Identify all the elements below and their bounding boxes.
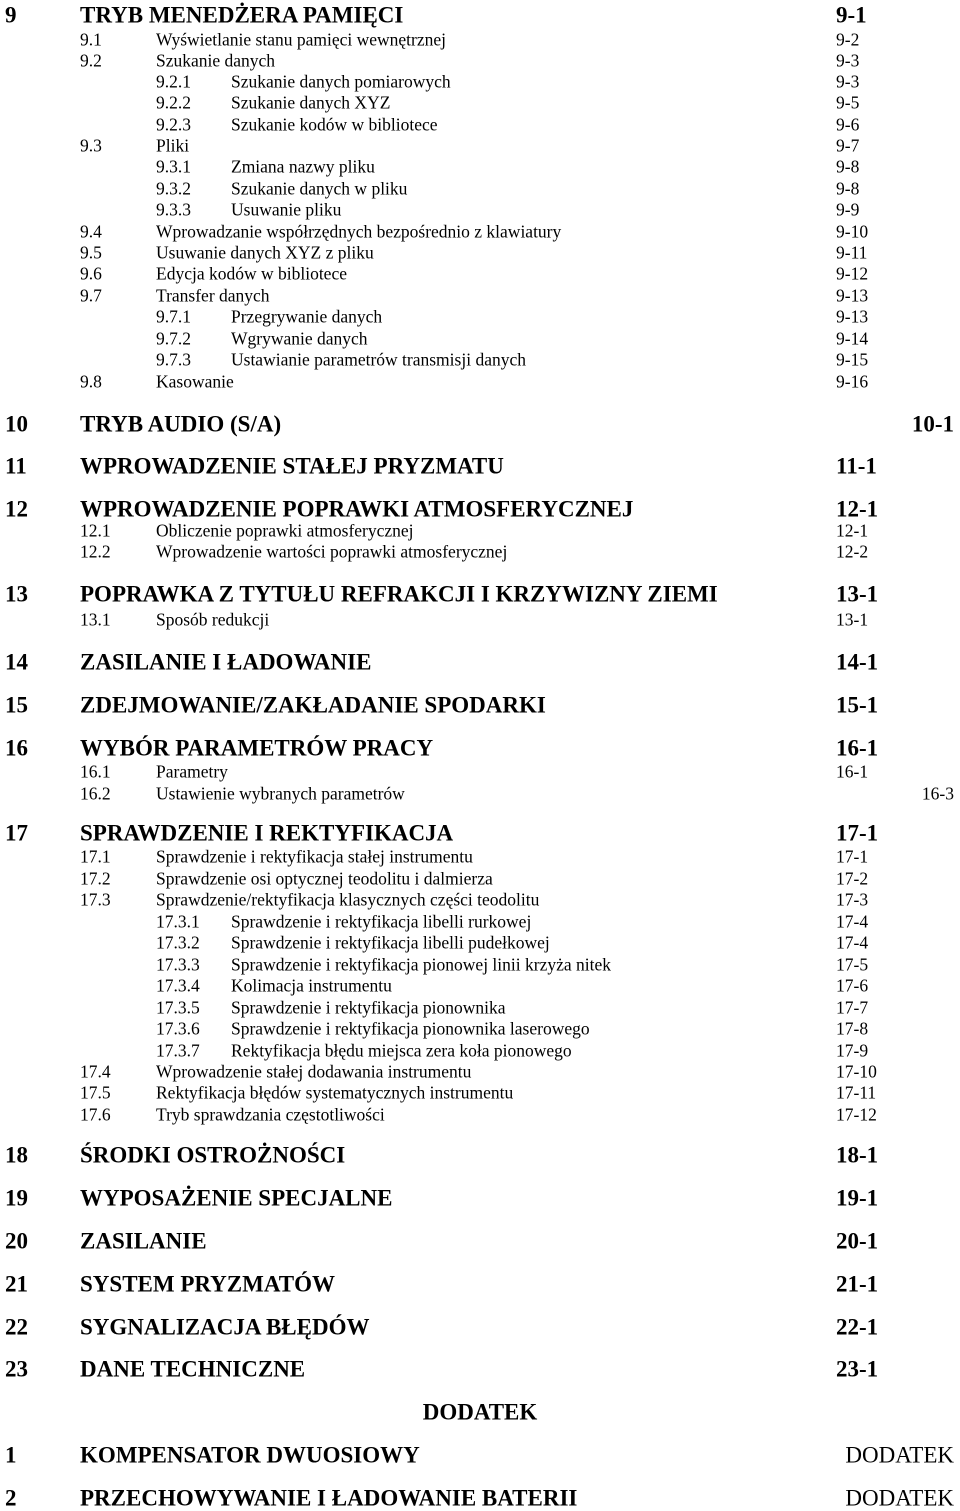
toc-number: 14 [5, 649, 28, 675]
toc-title: Sprawdzenie osi optycznej teodolitu i dalmierza [156, 868, 493, 889]
toc-number: 9.3.3 [156, 199, 191, 220]
toc-entry-row [0, 29, 960, 50]
toc-title: Pliki [156, 135, 190, 156]
toc-title: Szukanie kodów w bibliotece [231, 114, 438, 135]
toc-page-number: 17-5 [836, 954, 869, 975]
toc-title: KOMPENSATOR DWUOSIOWY [80, 1442, 420, 1468]
toc-title: ZASILANIE [80, 1228, 207, 1254]
toc-title: WYBÓR PARAMETRÓW PRACY [80, 735, 434, 761]
toc-number: 9.2 [80, 50, 102, 71]
toc-title: Wprowadzenie stałej dodawania instrumentu [156, 1061, 472, 1082]
toc-page-number: 9-1 [836, 2, 867, 28]
toc-title: Obliczenie poprawki atmosferycznej [156, 520, 414, 541]
toc-page-number: 13-1 [836, 609, 869, 630]
toc-number: 9.3 [80, 135, 102, 156]
toc-number: 9.1 [80, 29, 102, 50]
toc-entry-row [0, 889, 960, 910]
toc-number: 20 [5, 1228, 28, 1254]
toc-page-number: 17-6 [836, 975, 869, 996]
toc-chapter-row [0, 2, 960, 28]
toc-title: DANE TECHNICZNE [80, 1356, 306, 1382]
toc-page-number: 12-1 [836, 496, 879, 522]
toc-chapter-row [0, 1185, 960, 1211]
toc-page-number: 9-2 [836, 29, 860, 50]
toc-title: SYGNALIZACJA BŁĘDÓW [80, 1314, 370, 1340]
toc-chapter-row [0, 820, 960, 846]
toc-page-number: 15-1 [836, 692, 879, 718]
toc-page-number: 12-2 [836, 541, 869, 562]
toc-entry-row [0, 868, 960, 889]
toc-page-number: 17-11 [836, 1082, 877, 1103]
toc-chapter-row [0, 1314, 960, 1340]
toc-title: Ustawienie wybranych parametrów [156, 783, 405, 804]
toc-page-number: 17-1 [836, 846, 869, 867]
toc-number: 17.6 [80, 1104, 111, 1125]
toc-number: 9.2.3 [156, 114, 191, 135]
toc-page-number: 16-3 [921, 783, 954, 804]
toc-entry-row [0, 114, 960, 135]
toc-page-number: DODATEK [845, 1485, 954, 1511]
toc-number: 21 [5, 1271, 28, 1297]
toc-chapter-row [0, 581, 960, 607]
toc-entry-row [0, 285, 960, 306]
toc-chapter-row [0, 411, 960, 437]
toc-title: ZASILANIE I ŁADOWANIE [80, 649, 372, 675]
toc-number: 19 [5, 1185, 28, 1211]
toc-page-number: 9-14 [836, 328, 869, 349]
toc-chapter-row [0, 1356, 960, 1382]
toc-number: 17.3.6 [156, 1018, 200, 1039]
toc-page-number: 17-3 [836, 889, 869, 910]
toc-page-number: 11-1 [836, 453, 877, 479]
toc-title: PRZECHOWYWANIE I ŁADOWANIE BATERII [80, 1485, 578, 1511]
toc-entry-row [0, 846, 960, 867]
toc-entry-row [0, 783, 960, 804]
toc-page-number: 13-1 [836, 581, 879, 607]
toc-number: 9.7 [80, 285, 102, 306]
toc-entry-row [0, 221, 960, 242]
toc-number: 13.1 [80, 609, 111, 630]
toc-title: Wyświetlanie stanu pamięci wewnętrznej [156, 29, 447, 50]
toc-number: 17.1 [80, 846, 111, 867]
toc-number: 15 [5, 692, 28, 718]
toc-number: 9.2.2 [156, 92, 191, 113]
toc-title: Szukanie danych w pliku [231, 178, 408, 199]
toc-title: Sposób redukcji [156, 609, 270, 630]
toc-page-number: 14-1 [836, 649, 879, 675]
toc-page-number: 12-1 [836, 520, 869, 541]
toc-title: Przegrywanie danych [231, 306, 383, 327]
toc-chapter-row [0, 1485, 960, 1511]
toc-entry-row [0, 1082, 960, 1103]
toc-number: 16.1 [80, 761, 111, 782]
toc-page-number: 17-7 [836, 997, 869, 1018]
toc-title: Sprawdzenie i rektyfikacja pionownika [231, 997, 506, 1018]
toc-chapter-row [0, 1228, 960, 1254]
toc-page-number: DODATEK [845, 1442, 954, 1468]
toc-page-number: 9-16 [836, 371, 869, 392]
toc-page-number: 17-10 [836, 1061, 877, 1082]
toc-title: Rektyfikacja błędów systematycznych instrumentu [156, 1082, 514, 1103]
toc-entry-row [0, 263, 960, 284]
toc-number: 9 [5, 2, 17, 28]
toc-number: 17.3.3 [156, 954, 200, 975]
toc-page-number: 10-1 [911, 411, 954, 437]
toc-chapter-row [0, 649, 960, 675]
toc-page-number: 22-1 [836, 1314, 879, 1340]
toc-page-number: 9-5 [836, 92, 860, 113]
appendix-heading [0, 1399, 960, 1425]
toc-page-number: 9-9 [836, 199, 860, 220]
toc-page-number: 21-1 [836, 1271, 879, 1297]
toc-chapter-row [0, 692, 960, 718]
toc-number: 9.6 [80, 263, 102, 284]
toc-chapter-row [0, 453, 960, 479]
toc-chapter-row [0, 496, 960, 522]
toc-number: 17.5 [80, 1082, 111, 1103]
toc-number: 12.2 [80, 541, 111, 562]
toc-entry-row [0, 199, 960, 220]
toc-entry-row [0, 520, 960, 541]
toc-entry-row [0, 92, 960, 113]
toc-page-number: 16-1 [836, 761, 869, 782]
toc-page-number: 9-8 [836, 156, 860, 177]
toc-title: Sprawdzenie i rektyfikacja libelli pudełkowej [231, 932, 550, 953]
toc-number: 17.3.1 [156, 911, 200, 932]
toc-entry-row [0, 954, 960, 975]
toc-title: Sprawdzenie/rektyfikacja klasycznych części teodolitu [156, 889, 540, 910]
toc-page-number: 17-8 [836, 1018, 869, 1039]
toc-title: Sprawdzenie i rektyfikacja stałej instrumentu [156, 846, 473, 867]
toc-page-number: 9-8 [836, 178, 860, 199]
toc-page-number: 9-12 [836, 263, 869, 284]
toc-title: Szukanie danych pomiarowych [231, 71, 451, 92]
toc-page-number: 17-4 [836, 911, 869, 932]
toc-page-number: 9-15 [836, 349, 869, 370]
toc-page-number: 20-1 [836, 1228, 879, 1254]
appendix-heading-text: DODATEK [422, 1399, 538, 1425]
toc-number: 9.8 [80, 371, 102, 392]
toc-entry-row [0, 178, 960, 199]
toc-title: Sprawdzenie i rektyfikacja libelli rurkowej [231, 911, 532, 932]
toc-title: TRYB MENEDŻERA PAMIĘCI [80, 2, 404, 28]
toc-title: Rektyfikacja błędu miejsca zera koła pionowego [231, 1040, 572, 1061]
toc-entry-row [0, 50, 960, 71]
toc-entry-row [0, 609, 960, 630]
toc-page-number: 9-3 [836, 50, 860, 71]
toc-chapter-row [0, 1142, 960, 1168]
toc-page-number: 17-12 [836, 1104, 877, 1125]
toc-number: 1 [5, 1442, 17, 1468]
toc-page-number: 9-10 [836, 221, 869, 242]
toc-entry-row [0, 71, 960, 92]
toc-number: 22 [5, 1314, 28, 1340]
toc-number: 9.7.2 [156, 328, 191, 349]
toc-title: Tryb sprawdzania częstotliwości [156, 1104, 385, 1125]
toc-title: Ustawianie parametrów transmisji danych [231, 349, 526, 370]
toc-number: 17.3 [80, 889, 111, 910]
toc-title: Usuwanie pliku [231, 199, 342, 220]
toc-entry-row [0, 349, 960, 370]
toc-entry-row [0, 997, 960, 1018]
toc-page-number: 17-9 [836, 1040, 869, 1061]
toc-number: 2 [5, 1485, 17, 1511]
toc-title: Usuwanie danych XYZ z pliku [156, 242, 374, 263]
toc-title: POPRAWKA Z TYTUŁU REFRAKCJI I KRZYWIZNY ZIEMI [80, 581, 718, 607]
toc-title: SYSTEM PRYZMATÓW [80, 1271, 335, 1297]
toc-chapter-row [0, 1442, 960, 1468]
toc-number: 17.2 [80, 868, 111, 889]
toc-number: 9.2.1 [156, 71, 191, 92]
toc-chapter-row [0, 1271, 960, 1297]
toc-title: Edycja kodów w bibliotece [156, 263, 347, 284]
toc-entry-row [0, 932, 960, 953]
toc-entry-row [0, 242, 960, 263]
toc-title: Sprawdzenie i rektyfikacja pionownika laserowego [231, 1018, 590, 1039]
toc-title: Wprowadzenie wartości poprawki atmosferycznej [156, 541, 508, 562]
toc-title: WYPOSAŻENIE SPECJALNE [80, 1185, 393, 1211]
toc-number: 17.3.2 [156, 932, 200, 953]
toc-entry-row [0, 371, 960, 392]
toc-number: 10 [5, 411, 28, 437]
toc-entry-row [0, 306, 960, 327]
toc-page-number: 16-1 [836, 735, 879, 761]
toc-entry-row [0, 1040, 960, 1061]
toc-entry-row [0, 911, 960, 932]
toc-entry-row [0, 541, 960, 562]
toc-entry-row [0, 1104, 960, 1125]
toc-entry-row [0, 156, 960, 177]
toc-page-number: 9-3 [836, 71, 860, 92]
toc-title: ZDEJMOWANIE/ZAKŁADANIE SPODARKI [80, 692, 546, 718]
toc-number: 16 [5, 735, 28, 761]
toc-title: Parametry [156, 761, 228, 782]
toc-number: 17.4 [80, 1061, 111, 1082]
toc-page-number: 17-4 [836, 932, 869, 953]
toc-title: Zmiana nazwy pliku [231, 156, 375, 177]
toc-title: WPROWADZENIE STAŁEJ PRYZMATU [80, 453, 504, 479]
toc-title: Kasowanie [156, 371, 234, 392]
toc-number: 9.3.1 [156, 156, 191, 177]
toc-number: 12 [5, 496, 28, 522]
toc-page-number: 9-11 [836, 242, 868, 263]
toc-number: 9.7.3 [156, 349, 191, 370]
toc-page-number: 17-2 [836, 868, 869, 889]
toc-title: SPRAWDZENIE I REKTYFIKACJA [80, 820, 454, 846]
toc-number: 18 [5, 1142, 28, 1168]
toc-title: Sprawdzenie i rektyfikacja pionowej linii krzyża nitek [231, 954, 612, 975]
toc-entry-row [0, 135, 960, 156]
toc-entry-row [0, 975, 960, 996]
toc-number: 16.2 [80, 783, 111, 804]
toc-number: 9.7.1 [156, 306, 191, 327]
toc-entry-row [0, 1018, 960, 1039]
toc-number: 17.3.7 [156, 1040, 200, 1061]
toc-title: Wgrywanie danych [231, 328, 368, 349]
toc-page-number: 18-1 [836, 1142, 879, 1168]
toc-title: Szukanie danych [156, 50, 276, 71]
toc-number: 11 [5, 453, 27, 479]
toc-page-number: 9-13 [836, 285, 869, 306]
toc-title: Transfer danych [156, 285, 270, 306]
toc-page-number: 9-6 [836, 114, 860, 135]
toc-page-number: 9-13 [836, 306, 869, 327]
toc-entry-row [0, 1061, 960, 1082]
toc-number: 17.3.4 [156, 975, 200, 996]
toc-number: 17 [5, 820, 28, 846]
toc-page-number: 9-7 [836, 135, 860, 156]
toc-title: Wprowadzanie współrzędnych bezpośrednio z klawiatury [156, 221, 562, 242]
toc-title: TRYB AUDIO (S/A) [80, 411, 282, 437]
toc-number: 13 [5, 581, 28, 607]
toc-number: 23 [5, 1356, 28, 1382]
toc-page-number: 17-1 [836, 820, 879, 846]
toc-entry-row [0, 761, 960, 782]
toc-number: 17.3.5 [156, 997, 200, 1018]
toc-title: ŚRODKI OSTROŻNOŚCI [80, 1142, 346, 1168]
toc-number: 9.5 [80, 242, 102, 263]
toc-number: 9.3.2 [156, 178, 191, 199]
toc-number: 12.1 [80, 520, 111, 541]
toc-page-number: 23-1 [836, 1356, 879, 1382]
toc-title: Szukanie danych XYZ [231, 92, 391, 113]
toc-number: 9.4 [80, 221, 102, 242]
toc-entry-row [0, 328, 960, 349]
toc-page-number: 19-1 [836, 1185, 879, 1211]
toc-title: Kolimacja instrumentu [231, 975, 392, 996]
toc-chapter-row [0, 735, 960, 761]
toc-title: WPROWADZENIE POPRAWKI ATMOSFERYCZNEJ [80, 496, 634, 522]
